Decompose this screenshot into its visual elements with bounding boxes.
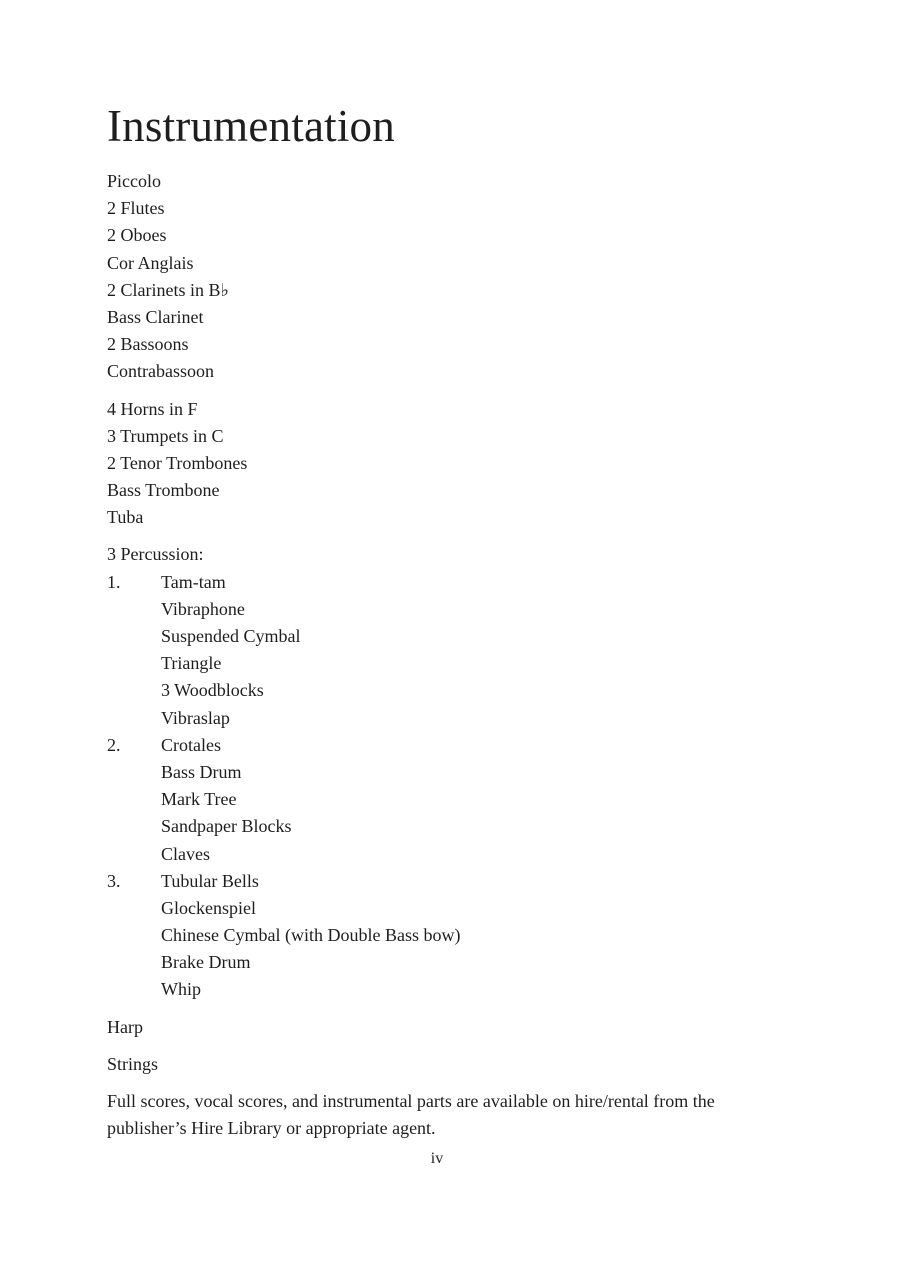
percussion-row [107,569,787,596]
percussion-row [107,976,787,1003]
percussion-instrument: Bass Drum [161,761,242,782]
percussion-instrument: Whip [161,979,201,1000]
percussion-row [107,868,787,895]
percussion-instrument: Crotales [161,734,221,755]
percussion-instrument: Chinese Cymbal (with Double Bass bow) [161,925,461,946]
list-item: 4 Horns in F [107,398,198,419]
percussion-row [107,732,787,759]
list-item: Tuba [107,507,144,528]
list-item: 2 Tenor Trombones [107,452,248,473]
list-item: 2 Clarinets in B♭ [107,279,229,300]
percussion-row [107,922,787,949]
percussion-row [107,786,787,813]
list-item: 3 Trumpets in C [107,425,224,446]
percussion-row [107,813,787,840]
percussion-row [107,949,787,976]
list-item: Cor Anglais [107,252,194,273]
brass-list [107,396,787,532]
player-number: 3. [107,870,121,891]
percussion-row [107,650,787,677]
percussion-heading: 3 Percussion: [107,544,204,565]
percussion-instrument: Vibraslap [161,707,230,728]
percussion-instrument: Triangle [161,653,222,674]
list-item: Strings [107,1053,159,1074]
woodwinds-list [107,168,787,386]
list-item: 2 Flutes [107,198,165,219]
list-item: Bass Clarinet [107,306,204,327]
percussion-instrument: Sandpaper Blocks [161,816,292,837]
page-content [107,100,787,1142]
list-item: Contrabassoon [107,361,214,382]
percussion-row [107,677,787,704]
percussion-instrument: Suspended Cymbal [161,626,301,646]
percussion-row [107,596,787,623]
player-number: 2. [107,734,121,755]
page-number: iv [430,1150,444,1167]
percussion-row [107,759,787,786]
percussion-row [107,623,787,650]
list-item: 2 Bassoons [107,334,189,355]
percussion-instrument: Claves [161,843,210,864]
strings-section [107,1051,787,1078]
list-item: Bass Trombone [107,480,220,501]
percussion-instrument: Tam-tam [161,571,226,592]
hire-note: Full scores, vocal scores, and instrumental parts are available on hire/rental from the publisher’s Hire Library or appropriate agent. [107,1091,715,1139]
percussion-row [107,705,787,732]
list-item: Piccolo [107,171,161,191]
percussion-instrument: Glockenspiel [161,897,256,918]
percussion-instrument: Tubular Bells [161,870,259,891]
percussion-instrument: Brake Drum [161,952,251,973]
percussion-instrument: 3 Woodblocks [161,680,264,701]
percussion-instrument: Mark Tree [161,789,237,810]
player-number: 1. [107,571,121,592]
page-title: Instrumentation [107,101,395,151]
list-item: Harp [107,1016,143,1037]
percussion-list [107,541,787,1003]
percussion-row [107,895,787,922]
percussion-row [107,841,787,868]
harp-section [107,1014,787,1041]
list-item: 2 Oboes [107,225,167,246]
percussion-instrument: Vibraphone [161,598,245,619]
